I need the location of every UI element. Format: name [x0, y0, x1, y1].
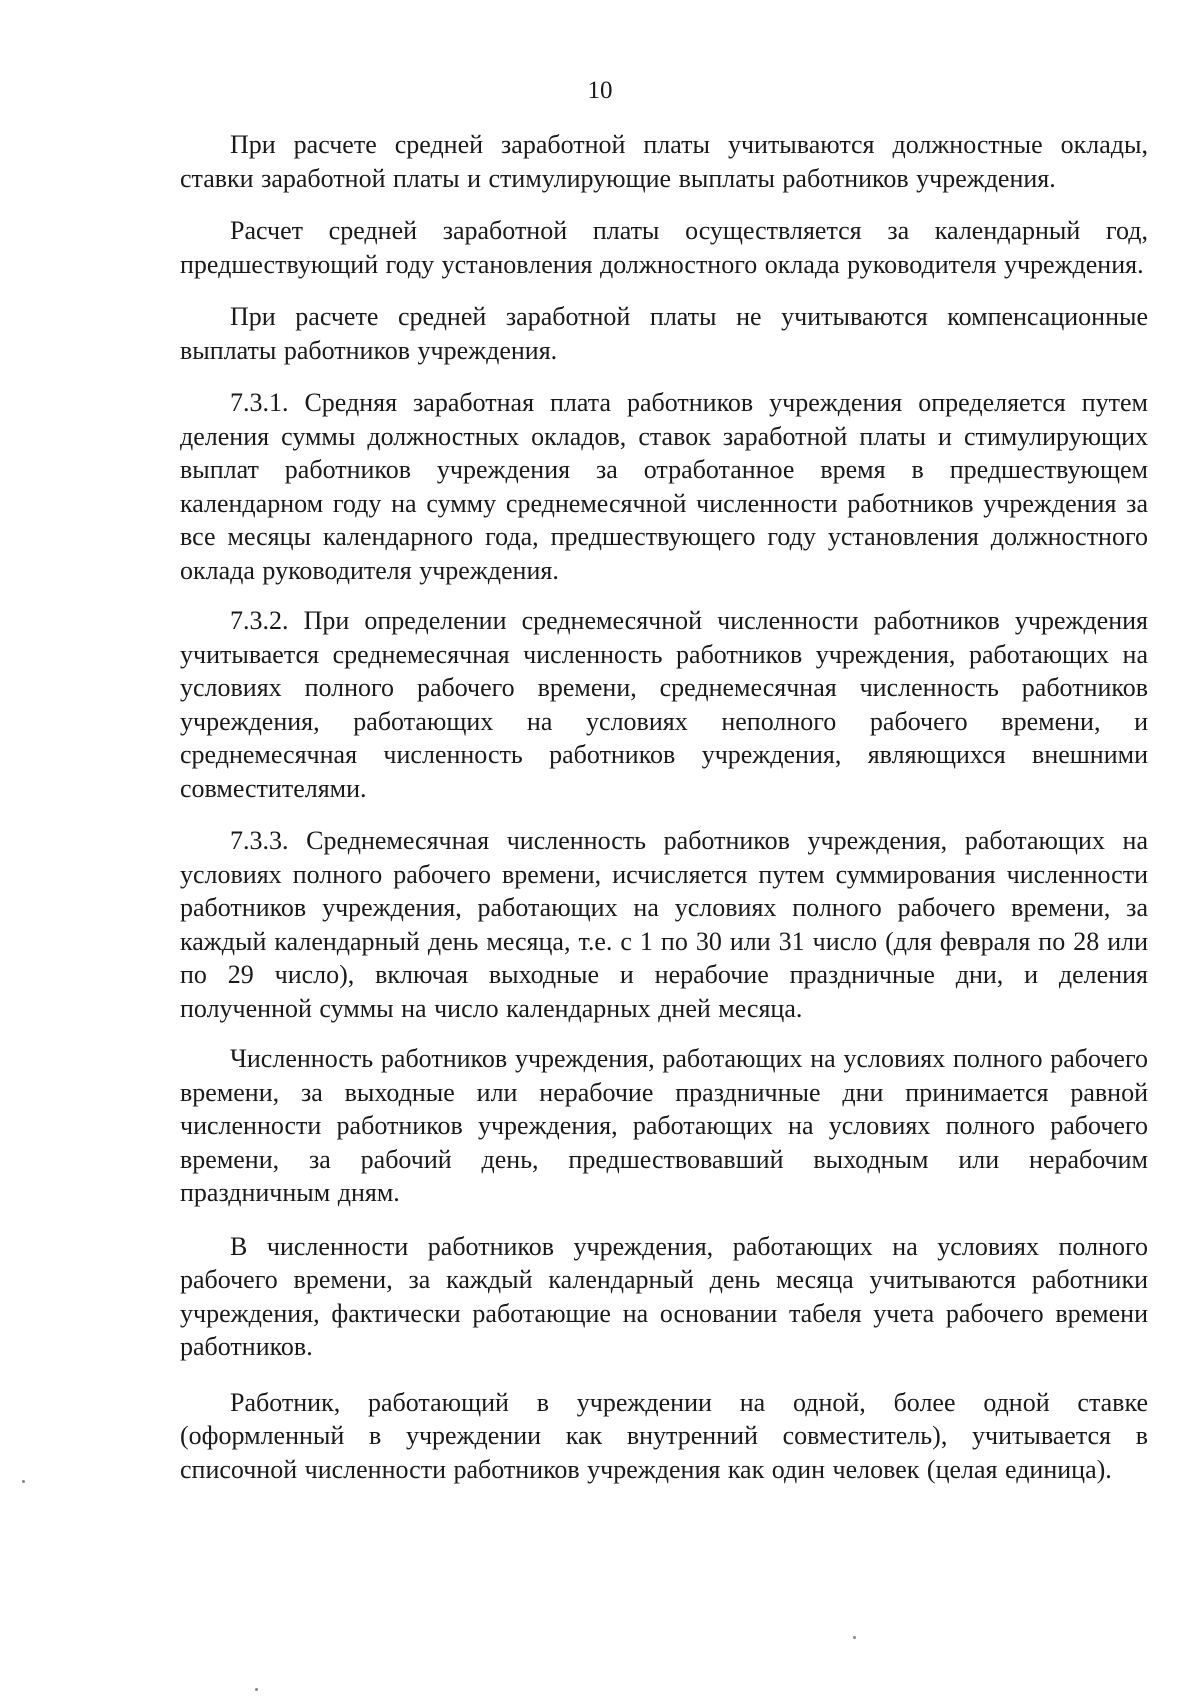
paragraph-weekend-headcount: Численность работников учреждения, работающих на условиях полного рабочего времени, за выходные или нерабочие праздничные дни принимается равной численности работников учреждения, работающих на условиях полного рабочего времени, за рабочий день, предшествовавший выходным или нерабочим праздничным дням. — [180, 1044, 1148, 1207]
paragraph-7-3-3: 7.3.3. Среднемесячная численность работников учреждения, работающих на условиях полного рабочего времени, исчисляется путем суммирования численности работников учреждения, работающих на условиях полного рабочего времени, за каждый календарный день месяца, т.е. с 1 по 30 или 31 число (для февраля по 28 или по 29 число), включая выходные и нерабочие праздничные дни, и деления полученной суммы на число календарных дней месяца. — [180, 826, 1148, 1023]
document-body — [180, 128, 1148, 1508]
paragraph-7-3-2: 7.3.2. При определении среднемесячной численности работников учреждения учитывается среднемесячная численность работников учреждения, работающих на условиях полного рабочего времени, среднемесячная численность работников учреждения, работающих на условиях неполного рабочего времени, и среднемесячная численность работников учреждения, являющихся внешними совместителями. — [180, 606, 1148, 803]
paragraph-internal-part-timer: Работник, работающий в учреждении на одной, более одной ставке (оформленный в учреждении как внутренний совместитель), учитывается в списочной численности работников учреждения как один человек (целая единица). — [180, 1387, 1148, 1484]
paragraph-salary-components: При расчете средней заработной платы учитываются должностные оклады, ставки заработной платы и стимулирующие выплаты работников учреждения. — [180, 130, 1148, 193]
paragraph-7-3-1: 7.3.1. Средняя заработная плата работников учреждения определяется путем деления суммы должностных окладов, ставок заработной платы и стимулирующих выплат работников учреждения за отработанное время в предшествующем календарном году на сумму среднемесячной численности работников учреждения за все месяцы календарного года, предшествующего году установления должностного оклада руководителя учреждения. — [180, 388, 1148, 585]
scan-speck — [853, 1636, 856, 1639]
paragraph-calculation-period: Расчет средней заработной платы осуществляется за календарный год, предшествующий году установления должностного оклада руководителя учреждения. — [180, 216, 1148, 279]
paragraph-excluded-payments: При расчете средней заработной платы не учитываются компенсационные выплаты работников учреждения. — [180, 302, 1148, 365]
scan-speck — [255, 1688, 258, 1691]
paragraph-daily-headcount: В численности работников учреждения, работающих на условиях полного рабочего времени, за каждый календарный день месяца учитываются работники учреждения, фактически работающие на основании табеля учета рабочего времени работников. — [180, 1231, 1148, 1361]
scan-speck — [22, 1480, 25, 1483]
page-number: 10 — [587, 77, 613, 104]
